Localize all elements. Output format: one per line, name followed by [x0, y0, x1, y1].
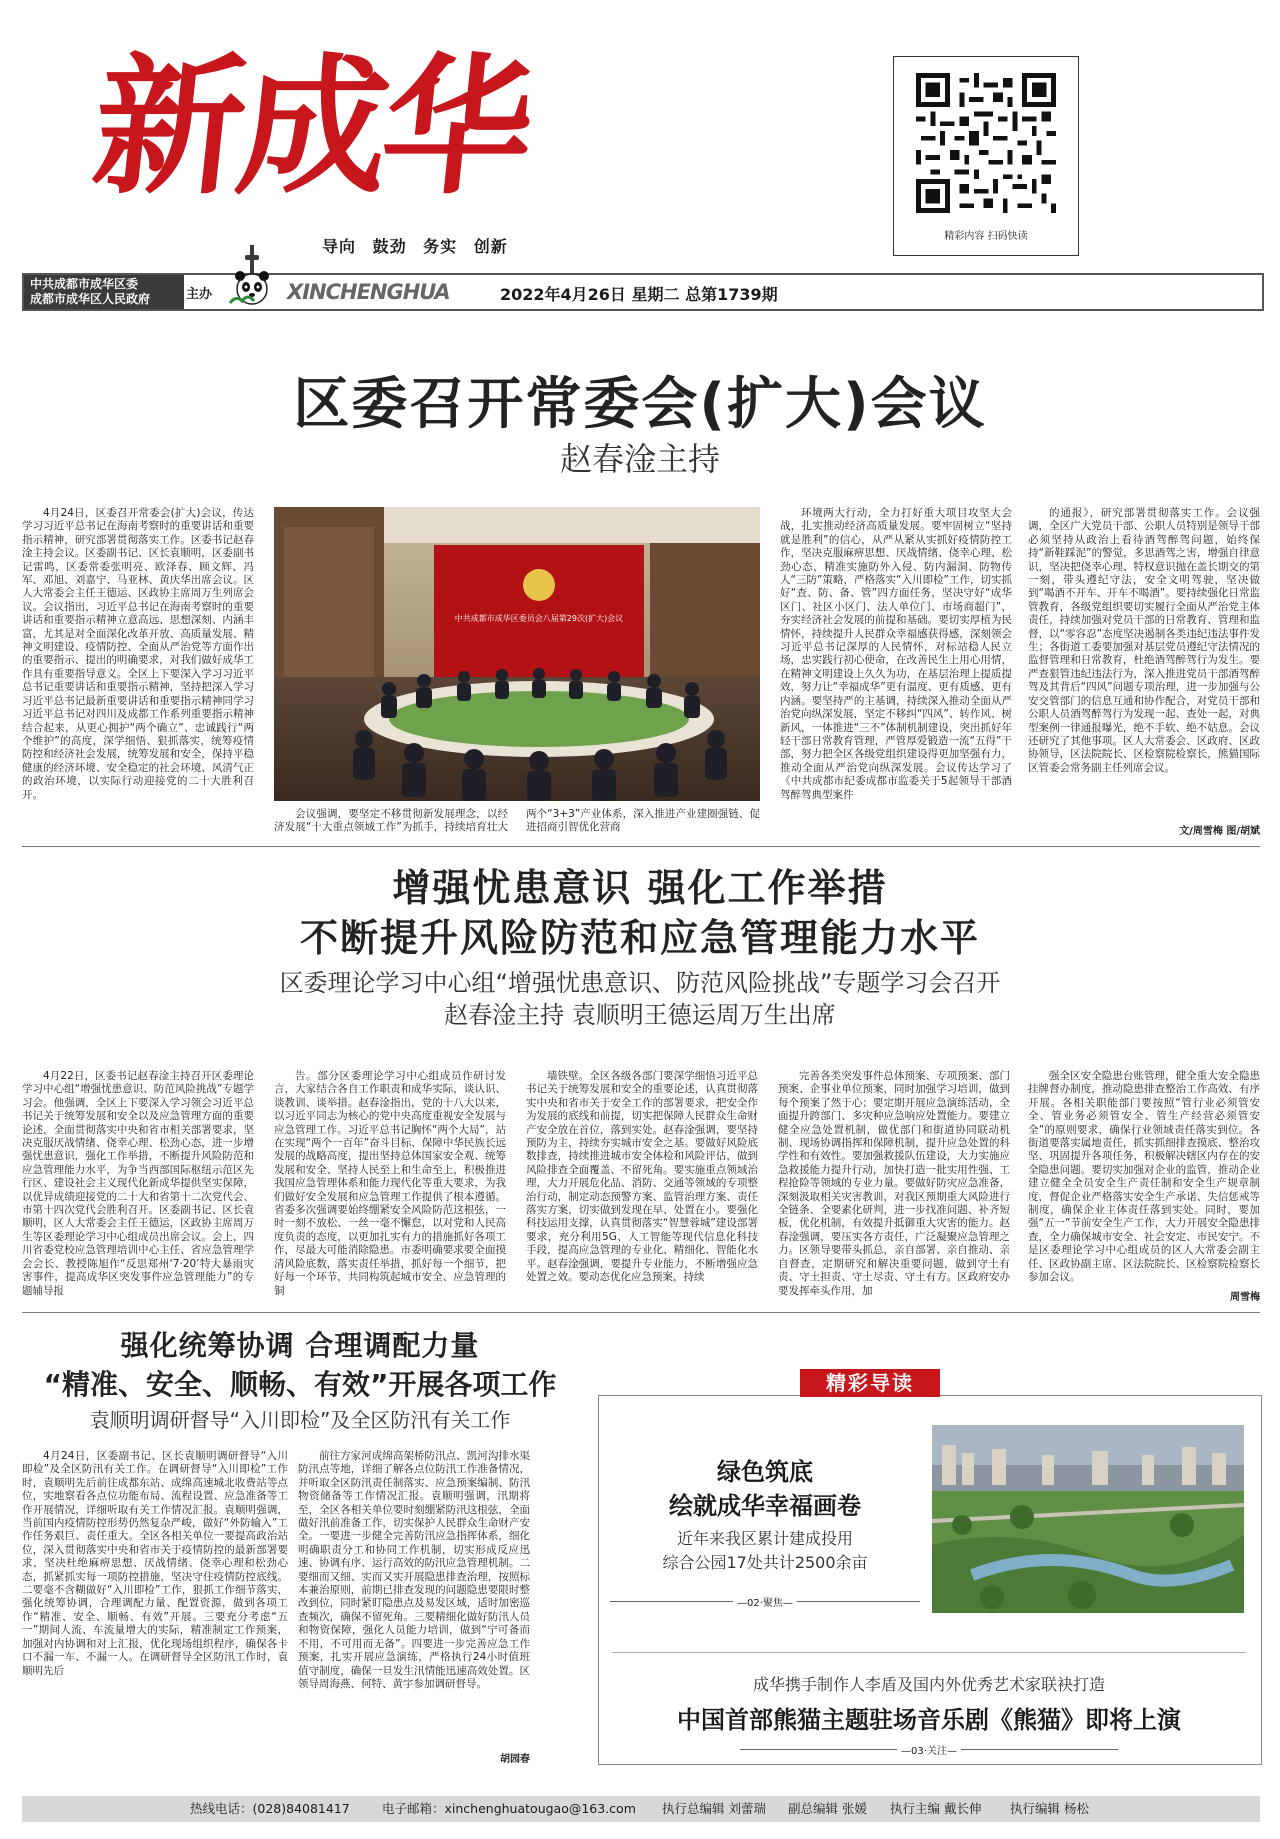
footer-email[interactable]: 电子邮箱：xinchenghuatougao@163.com	[382, 1801, 636, 1816]
highlight-1-page: 02	[747, 1598, 760, 1609]
divider-1	[22, 846, 1260, 847]
article2-subtitle-line-1: 区委理论学习中心组“增强忧患意识、防范风险挑战”专题学习会召开	[279, 969, 1001, 997]
highlight-1-sub-line-2: 综合公园17处共计2500余亩	[662, 1553, 868, 1572]
article1-byline: 文/周雪梅 图/胡斌	[1179, 826, 1260, 837]
article1-column-2	[274, 808, 760, 836]
panda-tower-icon	[226, 245, 278, 307]
article2-column-1	[22, 1070, 254, 1302]
pinyin-title: XINCHENGHUA	[287, 280, 450, 304]
highlight-2-pageref: —03·关注—	[740, 1742, 1118, 1756]
article1-text-4: 环境两大行动，全力打好重大项目攻坚大会战，扎实推动经济高质量发展。要牢固树立“坚持就是胜利”的信心，从严从紧从实抓好疫情防控工作，坚决克服麻痹思想、厌战情绪、侥幸心理、松劲心态，精准实施防外入侵、防内漏洞、防物传人“三防”策略，严格落实“入川即检”工作，切实抓好“查、防、备、管”四方面任务，坚决守好“成华区门、社区小区门、法人单位门、市场商超门”，夯实经济社会发展的前提和基础。要切实厚植为民情怀，持续提升人民群众幸福感获得感，深刻领会习近平总书记深厚的人民情怀，对标站稳人民立场，忠实践行初心使命，在改善民生上用心用情，在精神文明建设上久久为功，在基层治理上提质提效，努力让“幸福成华”更有温度、更有质感、更有内涵。要坚持严的主基调，持续深入推动全面从严治党向纵深发展，坚定不移纠“四风”、转作风、树新风，一体推进“三不”体制机制建设，突出抓好年轻干部日常教育管理，严管厚爱锻造一流“五得”干部，努力把全区各级党组织建设得更加坚强有力，推动全面从严治党向纵深发展。会议传达学习了《中共成都市纪委成都市监委关于5起领导干部酒驾醉驾典型案件	[780, 507, 1012, 801]
article1-column-5	[1028, 507, 1260, 821]
article1-column-4	[780, 507, 1012, 835]
article2-text-4: 完善各类突发事件总体预案、专项预案、部门预案、企事业单位预案，同时加强学习培训，做到每个预案了然于心；要定期开展应急演练活动，全面提升跨部门、多灾种应急响应处置能力。要建立健全应急处置机制，做优部门和街道协同联动机制、现场协调指挥和保障机制，提升应急处置的科学性和有效性。要加强救援队伍建设，大力实施应急救援能力提升行动，加快打造一批实用性强、工程抢险等领域的专业力量。要做好防灾应急准备，深刻汲取相关灾害教训，对我区预期重大风险进行全链条、全要素化研判，进一步找准问题、补齐短板，优化机制，有效提升抵御重大灾害的能力。赵春淦强调，要压实各方责任，广泛凝聚应急管理之力。区领导要带头抓总，亲自部署、亲自推动、亲自督查，定期研究和解决重要问题，做到守土有责、守土担责、守土尽责、守土有方。区政府安办要发挥牵头作用，加	[778, 1070, 1010, 1297]
article3-text-2: 前往方家河成绵高架桥防汛点、凯河沟排水渠防汛点等地，详细了解各点位防汛工作准备情况，并听取全区防汛责任制落实、应急预案编制、防汛物资储备等工作情况汇报。袁顺明强调，汛期将至，全区各相关单位要时刻绷紧防汛这根弦，全面做好汛前准备工作，切实保护人民群众生命财产安全。一要进一步健全完善防汛应急指挥体系，细化明确职责分工和协同工作机制，切实形成反应迅速、协调有序、运行高效的防汛应急管理机制。二要细而又细、实而又实开展隐患排查治理，按照标本兼治原则，前期已排查发现的问题隐患要限时整改到位，同时紧盯隐患点及易发区域，适时加密巡查频次，确保不留死角。三要精细化做好防汛人员和物资保障，强化人员能力培训，做到“宁可备而不用，不可用而无备”。四要进一步完善应急工作预案，扎实开展应急演练，严格执行24小时值班值守制度，确保一旦发生汛情能迅速高效处置。区领导周海燕、何特、黄宇参加调研督导。	[298, 1450, 530, 1690]
highlight-2-title: 中国首部熊猫主题驻场音乐剧《熊猫》即将上演	[677, 1706, 1181, 1734]
article1-subtitle: 赵春淦主持	[559, 440, 720, 478]
issue-dateline: 2022年4月26日 星期二 总第1739期	[500, 285, 778, 304]
footer-hotline: 热线电话：(028)84081417	[190, 1801, 350, 1816]
footer-editor-1: 执行总编辑 刘蕾瑞	[662, 1801, 766, 1816]
footer-editor-4: 执行编辑 杨松	[1010, 1801, 1089, 1816]
sponsor-block	[24, 275, 184, 309]
article3-title-line-1[interactable]: 强化统筹协调 合理调配力量	[120, 1329, 480, 1362]
article2-text-3: 墙铁壁。全区各级各部门要深学细悟习近平总书记关于统筹发展和安全的重要论述，认真贯彻落实中央和省市关于安全工作的部署要求，把安全作为发展的底线和前提，切实把保障人民群众生命财产安全放在首位，落到实处。赵春淦强调，要坚持预防为主，持续夯实城市安全之基。要做好风险底数排查，持续推进城市安全体检和风险评估，做到风险排查全面覆盖、不留死角。要实施重点领域治理，大力开展危化品、消防、交通等领域的专项整治行动，制定动态预警方案、监管治理方案、责任落实方案，切实做到发现在早、处置在小。要强化科技运用支撑，认真贯彻落实“智慧蓉城”建设部署要求，充分利用5G、人工智能等现代信息化科技手段，提高应急管理的专业化、精细化、智能化水平。赵春淦强调，要提升专业能力，不断增强应急处置之效。要动态优化应急预案，持续	[526, 1070, 758, 1284]
article3-byline: 胡园春	[500, 1754, 530, 1765]
article1-title[interactable]: 区委召开常委会(扩大)会议	[293, 372, 987, 437]
footer-bar	[22, 1796, 1260, 1822]
highlight-2-page: 03	[911, 1746, 924, 1757]
article1-text-2: 会议强调，要坚定不移贯彻新发展理念，以经济发展“十大重点领域工作”为抓手，持续培育壮大两个“3+3”产业体系，深入推进产业建圈强链、促进招商引智优化营商	[274, 808, 760, 834]
article2-column-5	[1028, 1070, 1260, 1286]
article2-text-5: 强全区安全隐患台账管理，健全重大安全隐患挂牌督办制度，推动隐患排查整治工作高效、有序开展。各相关职能部门要按照“管行业必须管安全、管业务必须管安全、管生产经营必须管安全”的原则要求，确保行业领域责任落实到位。各街道要落实属地责任，抓实抓细排查摸底、整治攻坚、巩固提升各项任务，积极解决辖区内存在的安全隐患问题。要切实加强对企业的监管，推动企业建立健全全员安全生产责任制和安全生产规章制度，督促企业严格落实安全生产承诺、失信惩戒等制度，确保企业主体责任落到实处。同时，要加强“五一”节前安全生产工作，大力开展安全隐患排查，全力确保城市安全、社会安定、市民安宁。不是区委理论学习中心组成员的区人大常委会副主任、区政协副主席、区法院院长、区检察院检察长参加会议。	[1028, 1070, 1260, 1284]
article1-photo	[274, 507, 760, 801]
article1-text-5: 的通报》，研究部署贯彻落实工作。会议强调，全区广大党员干部、公职人员特别是领导干部必须坚持从政治上看待酒驾醉驾问题，始终保持“新鞋踩泥”的警觉，多思酒驾之害，增强自律意识，坚决把侥幸心理、特权意识抛在盖长期交的第一刻，带头遵纪守法，安全文明驾驶，坚决做到“喝酒不开车、开车不喝酒”。要持续强化日常监管教育，各级党组织要切实履行全面从严治党主体责任，持续加强对党员干部的日常教育、管理和监督，以“零容忍”态度坚决遏制各类违纪违法事件发生；各街道工委要加强对基层党员遵纪守法情况的监督管理和日常教育，杜绝酒驾醉驾行为发生。要严查狠管违纪违法行为，深入推进党员干部酒驾醉驾及其背后“四风”问题专项治理，进一步加强与公安交管部门的信息互通和协作配合，对党员干部和公职人员酒驾醉驾行为发现一起、查处一起，对典型案例一律通报曝光，绝不手软、绝不姑息。会议还研究了其他事项。区人大常委会、区政府、区政协领导，区法院院长、区检察院检察长，熊猫国际区管委会常务副主任列席会议。	[1028, 507, 1260, 774]
footer-editor-3: 执行主编 戴长伸	[890, 1801, 982, 1816]
article1-column-1	[22, 507, 254, 835]
article3-column-2	[298, 1450, 530, 1746]
highlight-2-section: 关注	[926, 1746, 947, 1757]
newspaper-logo: 新成华	[85, 39, 537, 215]
footer-editor-2: 副总编辑 张媛	[788, 1801, 867, 1816]
article2-text-2: 告。部分区委理论学习中心组成员作研讨发言，大家结合各自工作职责和成华实际，谈认识、谈教训、谈举措。赵春淦指出，党的十八大以来，以习近平同志为核心的党中央高度重视安全发展与应急管理工作。习近平总书记胸怀“两个大局”，站在实现“两个一百年”奋斗目标、保障中华民族长远发展的战略高度，提出坚持总体国家安全观、统筹发展和安全、坚持人民至上和生命至上，积极推进我国应急管理体系和能力现代化等重大要求，为我们做好安全发展和应急管理工作提供了根本遵循。省委多次强调要始终绷紧安全风险防范这根弦，一时一刻不放松、一丝一毫不懈怠，以对党和人民高度负责的态度，以更加扎实有力的措施抓好各项工作，尽最大可能消除隐患。市委明确要求要全面摸清风险底数，落实责任举措，抓好每一个细节，把好每一个环节，共同构筑起城市安全、应急管理的铜	[274, 1070, 506, 1297]
masthead-info-bar	[22, 273, 1264, 311]
article3-subtitle: 袁顺明调研督导“入川即检”及全区防汛有关工作	[89, 1408, 511, 1432]
article3-title-line-2[interactable]: “精准、安全、顺畅、有效”开展各项工作	[43, 1368, 557, 1401]
qr-code-box[interactable]	[893, 56, 1079, 256]
article2-title-line-2[interactable]: 不断提升风险防范和应急管理能力水平	[299, 916, 980, 960]
article2-column-3	[526, 1070, 758, 1302]
article2-text-1: 4月22日，区委书记赵春淦主持召开区委理论学习中心组“增强忧患意识、防范风险挑战”专题学习会。他强调，全区上下要深入学习领会习近平总书记关于统筹发展和安全以及应急管理方面的重要论述，全面贯彻落实中央和省市相关部署要求，坚决克服厌战情绪、侥幸心理、松劲心态，进一步增强忧患意识，强化工作举措，不断提升风险防范和应急管理能力水平，为争当西部国际枢纽示范区先行区、建设社会主义现代化新成华提供坚实保障，以优异成绩迎接党的二十大和省第十二次党代会、市第十四次党代会胜利召开。区委副书记、区长袁顺明，区人大常委会主任王德运，区政协主席周万生等区委理论学习中心组成员出席会议。会上，四川省委党校应急管理培训中心主任、省应急管理学会会长、教授陈旭作“反思郑州‘7·20’特大暴雨灾害事件，提高成华区突发事件应急管理能力”的专题辅导报	[22, 1070, 254, 1297]
highlight-item-2[interactable]	[600, 1662, 1258, 1758]
article2-subtitle-line-2: 赵春淦主持 袁顺明王德运周万生出席	[444, 1001, 836, 1029]
sponsor-tag: 主办	[186, 287, 213, 302]
article2-byline: 周雪梅	[1230, 1292, 1260, 1303]
park-aerial-icon	[932, 1425, 1244, 1613]
highlight-2-kicker: 成华携手制作人李盾及国内外优秀艺术家联袂打造	[752, 1675, 1105, 1694]
highlight-1-sub-line-1: 近年来我区累计建成投用	[676, 1529, 853, 1548]
article2-column-4	[778, 1070, 1010, 1302]
article2-title-line-1[interactable]: 增强忧患意识 强化工作举措	[392, 866, 888, 910]
highlight-item-1[interactable]	[600, 1410, 930, 1640]
divider-2	[22, 1312, 1260, 1313]
highlight-1-title-line-1: 绿色筑底	[717, 1458, 813, 1486]
highlights-divider	[612, 1652, 1246, 1653]
article2-column-2	[274, 1070, 506, 1302]
article3-text-1: 4月24日，区委副书记、区长袁顺明调研督导“入川即检”及全区防汛有关工作。在调研督导“入川即检”工作时，袁顺明先后前往成都东站、成绵高速城北收费站等点位，实地察看各点位功能布局、流程设置、应急准备等工作开展情况，详细听取有关工作情况汇报。袁顺明强调，当前国内疫情防控形势仍然复杂严峻，做好“外防输入”工作任务艰巨、责任重大。全区各相关单位一要提高政治站位，深入贯彻落实中央和省市关于疫情防控的最新部署要求，坚决杜绝麻痹思想、厌战情绪、侥幸心理和松劲心态，抓紧抓实每一项防控措施，坚决守住疫情防控底线。二要毫不含糊做好“入川即检”工作，狠抓工作细节落实，强化统筹协调，合理调配力量、配置资源，做到各项工作“精准、安全、顺畅、有效”开展。三要充分考虑“五一”期间人流、车流量增大的实际，精准制定工作预案，加强对内协调和对上汇报，优化现场组织程序，确保各卡口不漏一车、不漏一人。在调研督导全区防汛工作时，袁顺明先后	[22, 1450, 288, 1677]
qr-code-icon	[916, 73, 1056, 213]
highlight-1-section: 聚焦	[762, 1598, 783, 1609]
highlights-label: 精彩导读	[800, 1369, 940, 1397]
article1-text-1: 4月24日，区委召开常委会(扩大)会议，传达学习习近平总书记在海南考察时的重要讲话和重要指示精神，研究部署贯彻落实工作。区委书记赵春淦主持会议。区委副书记、区长袁顺明，区委副书记雷鸣，区委常委张明亮、欧泽春、顾文辉、冯军、邓旭、刘嘉宁、马亚林、黄庆华出席会议。区人大常委会主任王德运、区政协主席周万生列席会议。会议指出，习近平总书记在海南考察时的重要讲话和重要指示精神立意高远、思想深刻、内涵丰富，尤其是对全面深化改革开放、高质量发展、精神文明建设、疫情防控、全面从严治党等方面作出的重要指示、提出的明确要求，对我们做好成华工作具有重要指导意义。全区上下要深入学习习近平总书记重要讲话和重要指示精神，坚持把深入学习习近平总书记最新重要讲话和重要指示精神同学习习近平总书记对四川及成都工作系列重要指示精神结合起来，从更心拥护“两个确立”、忠诚践行“两个维护”的高度，深学细悟、狠抓落实，统筹疫情防控和经济社会发展，统筹发展和安全，保持平稳健康的经济环境、安全稳定的社会环境、风清气正的政治环境，以实际行动迎接党的二十大胜利召开。	[22, 507, 254, 801]
highlight-1-title-line-2: 绘就成华幸福画卷	[669, 1492, 861, 1520]
photo-screen-text: 中共成都市成华区委员会八届第29次(扩大)会议	[454, 614, 624, 623]
qr-caption: 精彩内容 扫码快读	[944, 231, 1028, 242]
slogan: 导向 鼓劲 务实 创新	[322, 237, 508, 256]
article3-column-1	[22, 1450, 288, 1762]
park-photo	[932, 1425, 1244, 1613]
sponsor-line-2: 成都市成华区人民政府	[30, 292, 151, 306]
highlight-1-pageref: —02·聚焦—	[600, 1594, 930, 1608]
sponsor-line-1: 中共成都市成华区委	[30, 277, 139, 291]
meeting-photo-icon	[274, 507, 760, 801]
